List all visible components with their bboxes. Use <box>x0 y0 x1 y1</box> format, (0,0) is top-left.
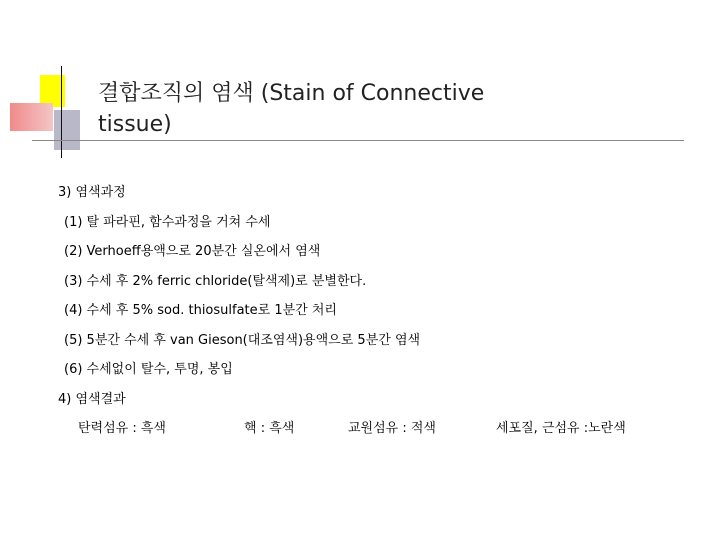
step-1: (1) 탈 파라핀, 함수과정을 거쳐 수세 <box>64 214 271 230</box>
step-5: (5) 5분간 수세 후 van Gieson(대조염색)용액으로 5분간 염색 <box>64 332 421 348</box>
step-3: (3) 수세 후 2% ferric chloride(탈색제)로 분별한다. <box>64 273 367 289</box>
results-row <box>58 414 708 444</box>
decor-horizontal-rule <box>32 140 684 141</box>
slide-body <box>58 178 708 444</box>
result-cytoplasm-muscle: 세포질, 근섬유 :노란색 <box>496 421 626 436</box>
decor-vertical-line <box>61 66 62 158</box>
slide-title-line1: 결합조직의 염색 (Stain of Connective <box>98 81 485 106</box>
decor-gray-square <box>54 110 80 150</box>
decor-pink-square <box>10 103 53 131</box>
result-elastic-fiber: 탄력섬유 : 흑색 <box>78 421 166 436</box>
result-collagen-fiber: 교원섬유 : 적색 <box>348 421 436 436</box>
section-heading-process: 3) 염색과정 <box>58 185 126 200</box>
step-2: (2) Verhoeff용액으로 20분간 실온에서 염색 <box>64 244 321 259</box>
section-heading-results: 4) 염색결과 <box>58 391 126 407</box>
slide-title <box>98 78 698 140</box>
result-nucleus: 핵 : 흑색 <box>244 421 295 436</box>
step-4: (4) 수세 후 5% sod. thiosulfate로 1분간 처리 <box>64 303 337 318</box>
step-6: (6) 수세없이 탈수, 투명, 봉입 <box>64 362 233 377</box>
slide-title-line2: tissue) <box>98 112 172 137</box>
